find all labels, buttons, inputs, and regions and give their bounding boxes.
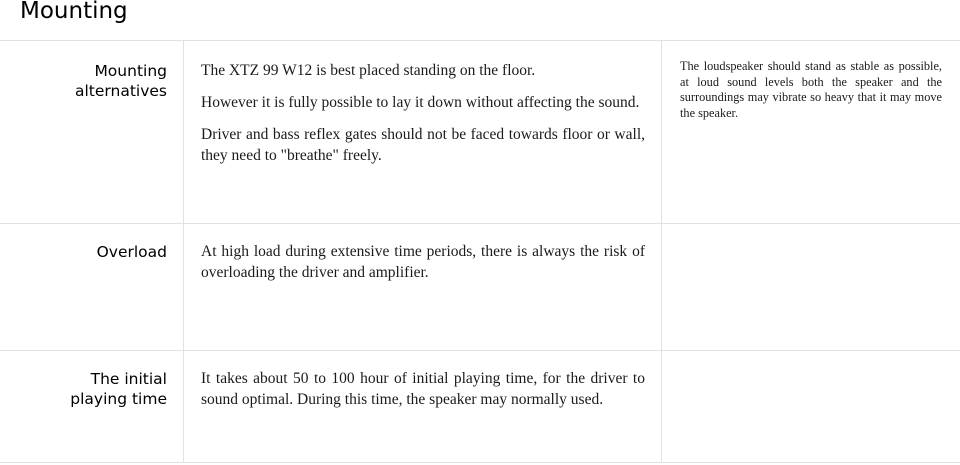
page-title: Mounting bbox=[20, 0, 128, 24]
row-divider bbox=[0, 350, 960, 351]
title-divider bbox=[0, 40, 960, 41]
row-divider bbox=[0, 223, 960, 224]
row-body-mounting-alternatives bbox=[201, 60, 645, 166]
row-label-overload: Overload bbox=[96, 243, 167, 261]
row-label-mounting-alternatives: Mounting alternatives bbox=[74, 62, 167, 100]
row-label-initial-playing-time: The initial playing time bbox=[70, 370, 167, 408]
column-divider bbox=[183, 40, 184, 463]
paragraph: However it is fully possible to lay it down without affecting the sound. bbox=[201, 94, 640, 111]
paragraph: The XTZ 99 W12 is best placed standing on the floor. bbox=[201, 62, 536, 79]
paragraph: At high load during extensive time periods, there is always the risk of overloading the driver and amplifier. bbox=[201, 243, 645, 281]
side-note-stability: The loudspeaker should stand as stable as possible, at loud sound levels both the speaker and the surroundings may vibrate so heavy that it may move the speaker. bbox=[680, 59, 942, 120]
paragraph: It takes about 50 to 100 hour of initial playing time, for the driver to sound optimal. During this time, the speaker may normally used. bbox=[201, 370, 645, 408]
bottom-divider bbox=[0, 462, 960, 463]
row-body-overload bbox=[201, 241, 645, 283]
column-divider bbox=[661, 40, 662, 463]
paragraph: Driver and bass reflex gates should not be faced towards floor or wall, they need to "breathe" freely. bbox=[201, 126, 645, 164]
row-body-initial-playing-time bbox=[201, 368, 645, 410]
